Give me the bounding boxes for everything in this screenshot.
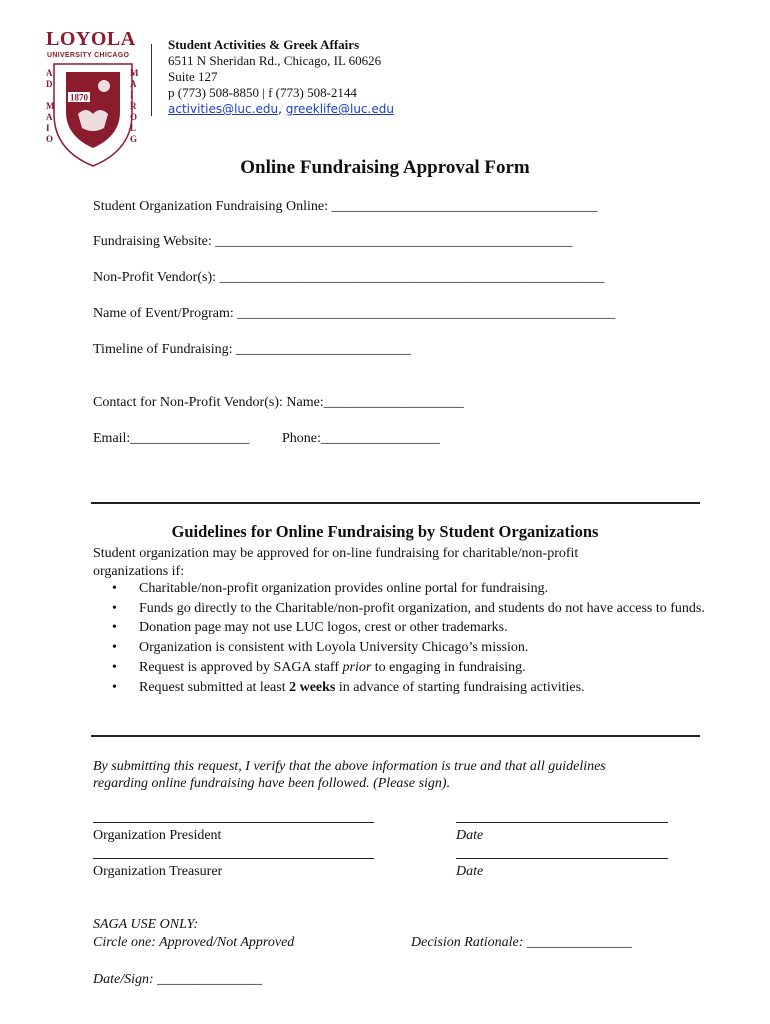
attest-line-1: By submitting this request, I verify that the above information is true and that all guidelines	[93, 759, 606, 774]
treasurer-date-label: Date	[456, 864, 484, 879]
address-line-2: Suite 127	[168, 69, 218, 84]
list-item	[112, 638, 712, 658]
contact-email-field[interactable]: Email:_________________	[93, 431, 250, 446]
attest-line-2: regarding online fundraising have been followed. (Please sign).	[93, 776, 451, 791]
guideline-text: to engaging in fundraising.	[371, 659, 526, 675]
bullet-icon: •	[112, 581, 117, 596]
president-signature-line[interactable]	[93, 822, 374, 823]
list-item	[112, 658, 712, 678]
header-divider	[151, 44, 152, 116]
logo-motto-right: M A I R O L G	[130, 68, 139, 144]
email-separator: ,	[278, 102, 286, 116]
bullet-icon: •	[112, 600, 117, 616]
list-item	[112, 678, 712, 698]
phone-fax: p (773) 508-8850 | f (773) 508-2144	[168, 85, 357, 100]
activities-email-link[interactable]: activities@luc.edu	[168, 102, 279, 116]
contact-phone-field[interactable]: Phone:_________________	[282, 431, 440, 446]
form-title: Online Fundraising Approval Form	[240, 157, 530, 178]
contact-name-field[interactable]: Contact for Non-Profit Vendor(s): Name:____________________	[93, 395, 464, 410]
logo-wordmark: LOYOLA	[46, 28, 136, 50]
saga-heading: SAGA USE ONLY:	[93, 917, 199, 932]
contact-emails	[168, 101, 394, 117]
guidelines-list	[112, 579, 712, 697]
treasurer-label: Organization Treasurer	[93, 864, 223, 879]
treasurer-signature-line[interactable]	[93, 858, 374, 859]
event-field[interactable]: Name of Event/Program: ______________________________________________________	[93, 306, 616, 321]
bullet-icon: •	[112, 640, 117, 656]
greeklife-email-link[interactable]: greeklife@luc.edu	[285, 102, 394, 116]
address-line-1: 6511 N Sheridan Rd., Chicago, IL 60626	[168, 53, 382, 68]
website-field[interactable]: Fundraising Website: ___________________________________________________	[93, 234, 573, 249]
section-divider	[91, 502, 700, 504]
saga-date-sign-field[interactable]: Date/Sign: _______________	[93, 972, 263, 987]
attest-divider	[91, 735, 700, 737]
guideline-text: Request is approved by SAGA staff	[139, 659, 343, 675]
guideline-text: Donation page may not use LUC logos, crest or other trademarks.	[139, 620, 508, 636]
guideline-emphasis: 2 weeks	[289, 679, 336, 695]
guideline-text: Request submitted at least	[139, 679, 290, 695]
guideline-text: Charitable/non-profit organization provides online portal for fundraising.	[139, 581, 549, 596]
guidelines-title: Guidelines for Online Fundraising by Student Organizations	[171, 522, 599, 541]
bullet-icon: •	[112, 659, 117, 675]
guidelines-intro-2: organizations if:	[93, 564, 185, 579]
logo-year: 1870	[70, 92, 88, 103]
vendor-field[interactable]: Non-Profit Vendor(s): _______________________________________________________	[93, 270, 605, 285]
guideline-text: in advance of starting fundraising activities.	[335, 679, 585, 695]
list-item	[112, 618, 712, 638]
loyola-logo	[46, 28, 141, 168]
president-date-label: Date	[456, 828, 484, 843]
bullet-icon: •	[112, 679, 117, 695]
saga-approval-choice[interactable]: Circle one: Approved/Not Approved	[93, 935, 295, 950]
guideline-text: Funds go directly to the Charitable/non-profit organization, and students do not have access to funds.	[139, 600, 705, 616]
saga-rationale-field[interactable]: Decision Rationale: _______________	[411, 935, 632, 950]
president-date-line[interactable]	[456, 822, 668, 823]
guideline-text: Organization is consistent with Loyola University Chicago’s mission.	[139, 640, 529, 656]
loyola-seal-icon	[46, 62, 141, 168]
list-item	[112, 579, 712, 599]
office-name: Student Activities & Greek Affairs	[168, 37, 360, 52]
list-item	[112, 599, 712, 619]
guideline-emphasis: prior	[342, 659, 372, 675]
guidelines-intro-1: Student organization may be approved for on-line fundraising for charitable/non-profit	[93, 546, 579, 561]
logo-motto-left: A D M A I O	[46, 68, 55, 144]
org-online-field[interactable]: Student Organization Fundraising Online: ______________________________________	[93, 199, 598, 214]
logo-subtitle: UNIVERSITY CHICAGO	[47, 52, 130, 59]
bullet-icon: •	[112, 620, 117, 636]
timeline-field[interactable]: Timeline of Fundraising: _________________________	[93, 342, 411, 357]
president-label: Organization President	[93, 828, 222, 843]
treasurer-date-line[interactable]	[456, 858, 668, 859]
